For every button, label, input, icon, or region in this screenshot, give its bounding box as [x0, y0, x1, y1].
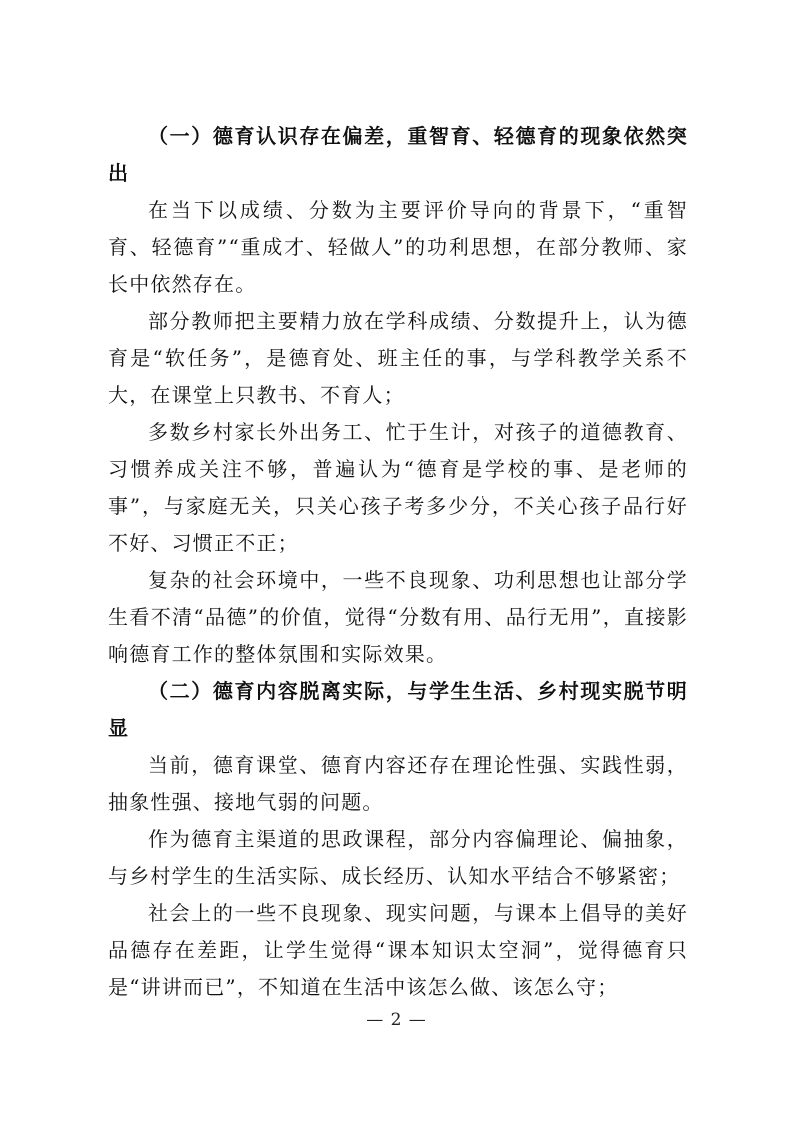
- document-body: [108, 118, 688, 1006]
- body-paragraph: 当前，德育课堂、德育内容还存在理论性强、实践性弱，抽象性强、接地气弱的问题。: [108, 753, 688, 814]
- page-number: — 2 —: [366, 1010, 427, 1030]
- body-paragraph: 在当下以成绩、分数为主要评价导向的背景下，“重智育、轻德育”“重成才、轻做人”的功利思想，在部分教师、家长中依然存在。: [108, 198, 688, 296]
- section-heading-2: （二）德育内容脱离实际，与学生生活、乡村现实脱节明显: [108, 679, 688, 740]
- section-heading-1: （一）德育认识存在偏差，重智育、轻德育的现象依然突出: [108, 124, 688, 185]
- body-paragraph: 多数乡村家长外出务工、忙于生计，对孩子的道德教育、习惯养成关注不够，普遍认为“德育是学校的事、是老师的事”，与家庭无关，只关心孩子考多少分，不关心孩子品行好不好、习惯正不正；: [108, 420, 688, 555]
- body-paragraph: 社会上的一些不良现象、现实问题，与课本上倡导的美好品德存在差距，让学生觉得“课本知识太空洞”，觉得德育只是“讲讲而已”，不知道在生活中该怎么做、该怎么守；: [108, 901, 688, 999]
- body-paragraph: 复杂的社会环境中，一些不良现象、功利思想也让部分学生看不清“品德”的价值，觉得“分数有用、品行无用”，直接影响德育工作的整体氛围和实际效果。: [108, 568, 688, 666]
- body-paragraph: 作为德育主渠道的思政课程，部分内容偏理论、偏抽象，与乡村学生的生活实际、成长经历、认知水平结合不够紧密；: [108, 827, 688, 888]
- body-paragraph: 部分教师把主要精力放在学科成绩、分数提升上，认为德育是“软任务”，是德育处、班主任的事，与学科教学关系不大，在课堂上只教书、不育人；: [108, 309, 688, 407]
